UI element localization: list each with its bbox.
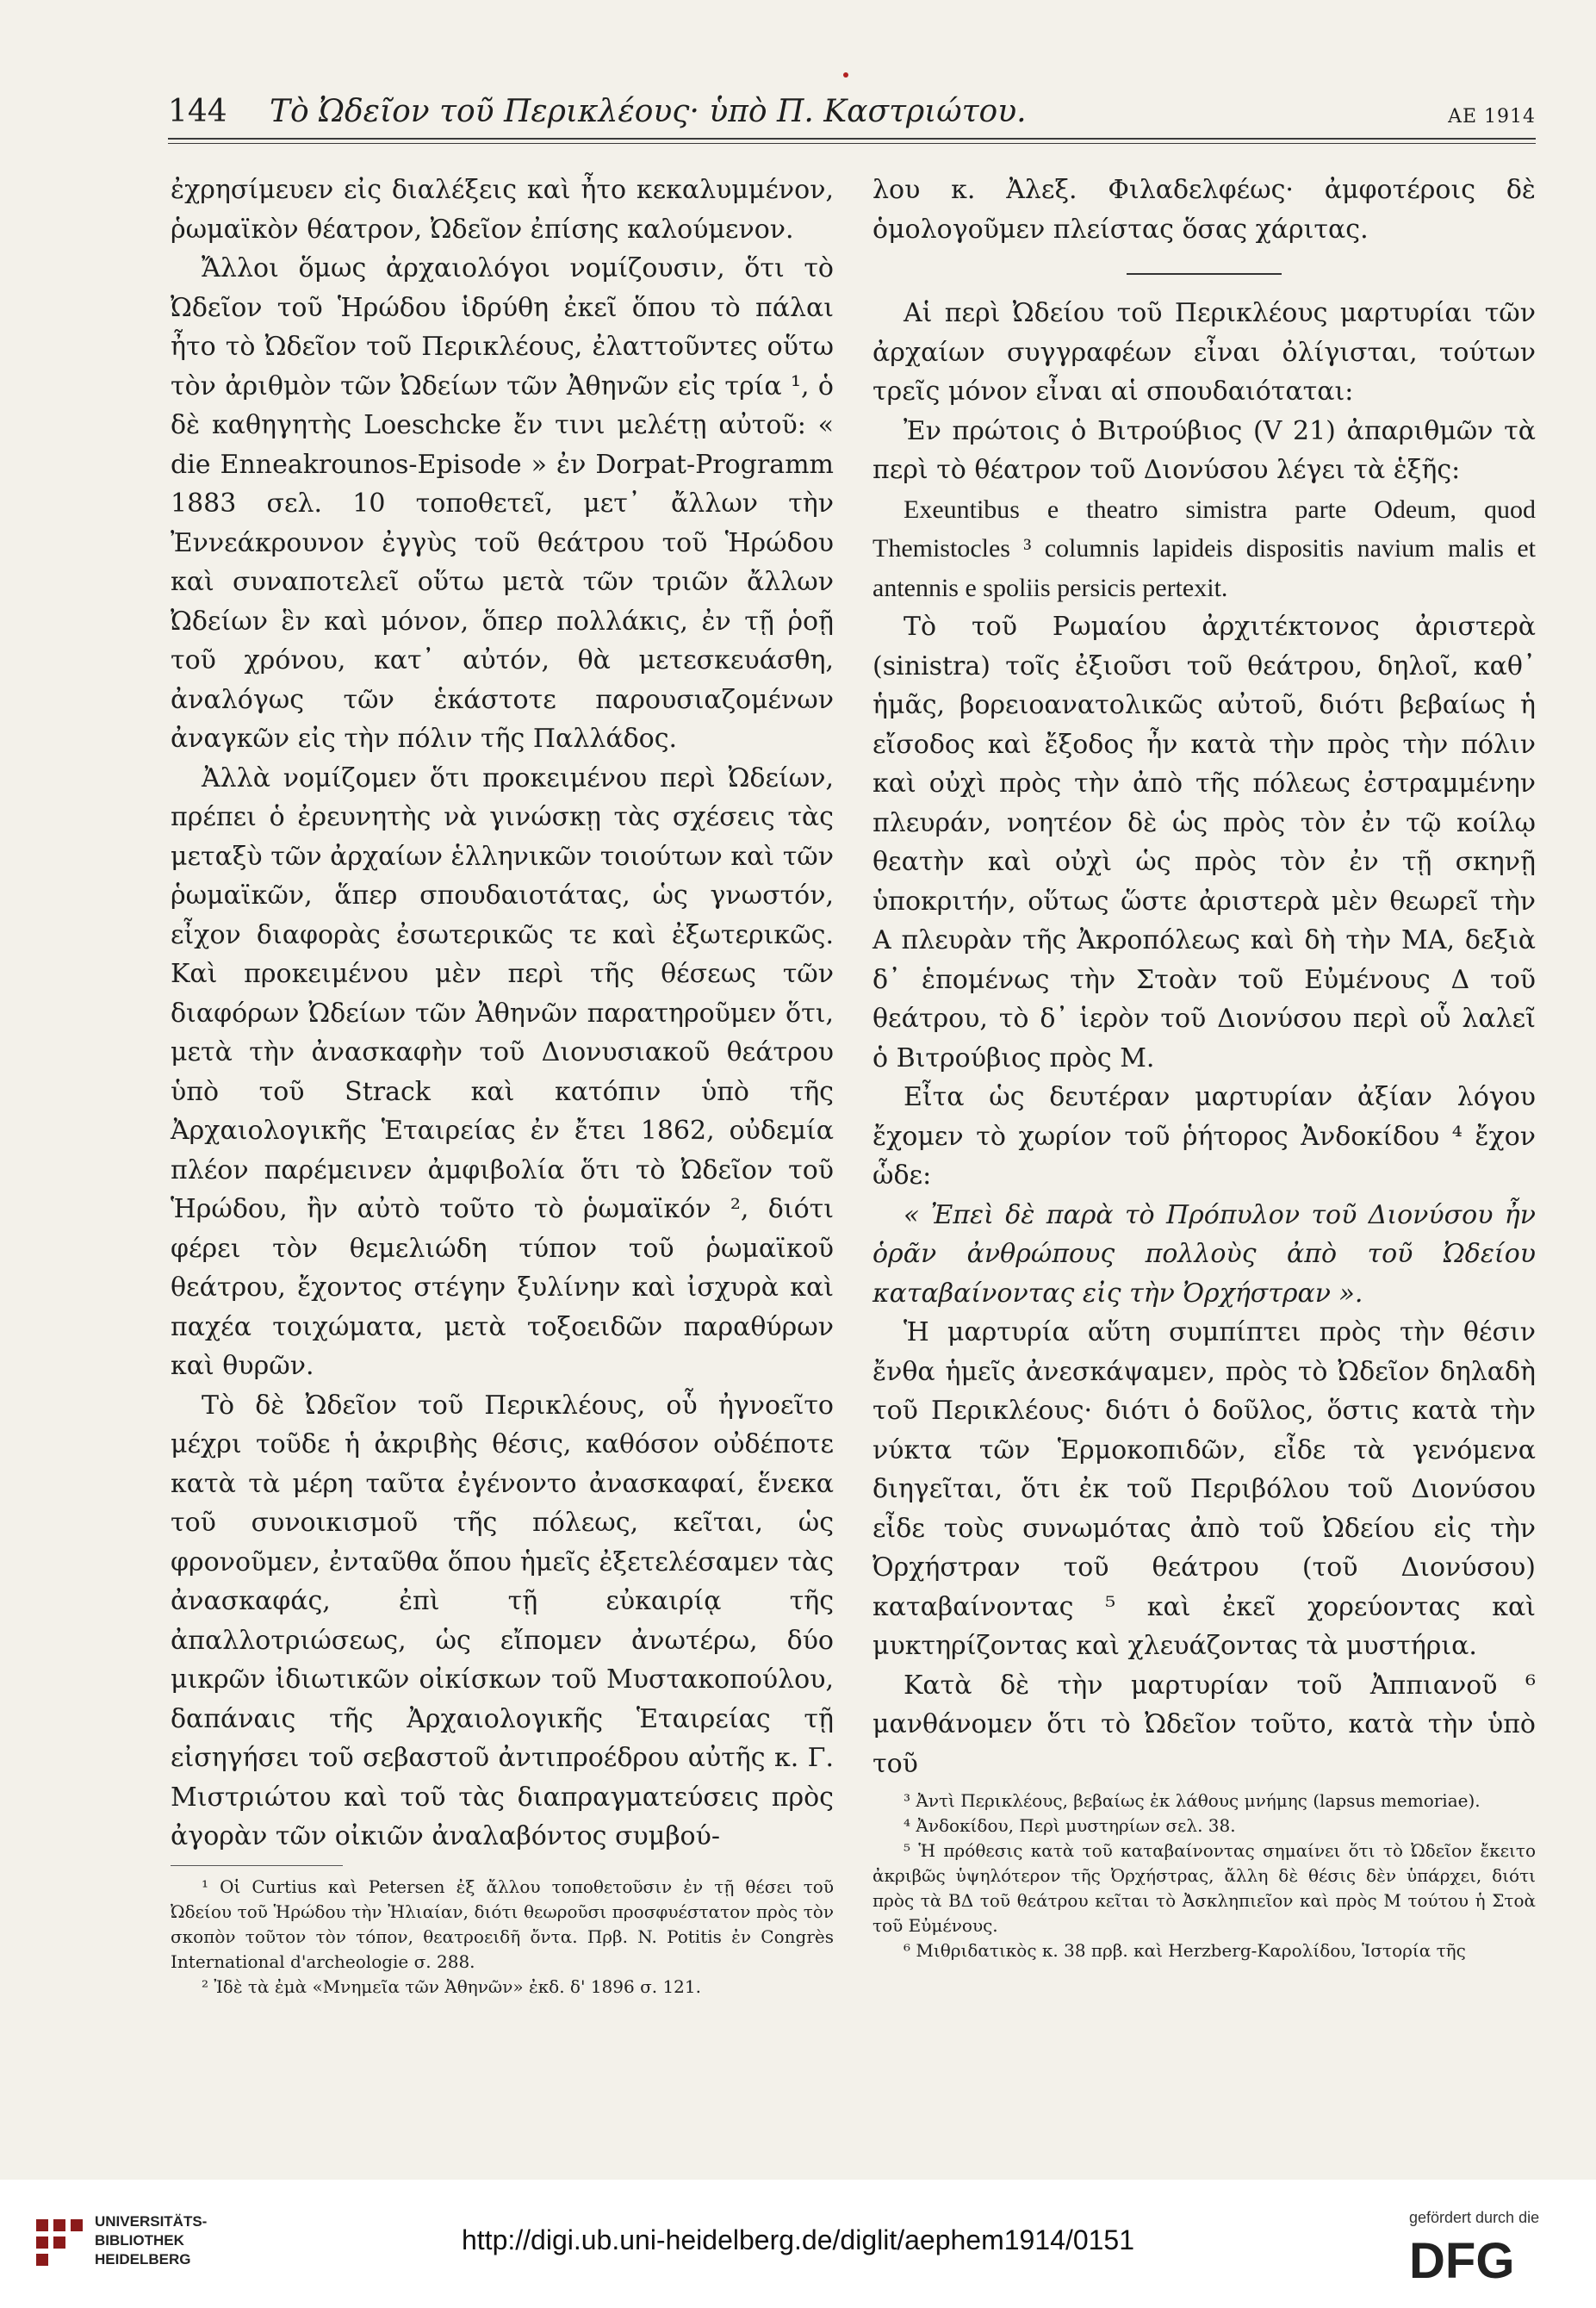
right-paragraph-top: λου κ. Ἀλεξ. Φιλαδελφέως· ἀμφοτέροις δὲ ὁμολογοῦμεν πλείστας ὅσας χάριτας. (873, 175, 1536, 245)
right-paragraph-5: Ἡ μαρτυρία αὕτη συμπίπτει πρὸς τὴν θέσιν ἔνθα ἡμεῖς ἀνεσκάψαμεν, πρὸς τὸ Ὠδεῖον δηλαδὴ τοῦ Περικλέους· διότι ὁ δοῦλος, ὅστις κατὰ τὴν νύκτα τῶν Ἑρμοκοπιδῶν, εἶδε τὰ γενόμενα διηγεῖται, ὅτι ἐκ τοῦ Περιβόλου τοῦ Διονύσου εἶδε τοὺς συνωμότας ἀπὸ τοῦ Ὠδείου εἰς τὴν Ὀρχήστραν τοῦ θεάτρου (τοῦ Διονύσου) καταβαίνοντας ⁵ καὶ ἐκεῖ χορεύοντας καὶ μυκτηρίζοντας καὶ χλευάζοντας τὰ μυστήρια. (873, 1317, 1536, 1661)
red-mark (843, 72, 848, 78)
right-paragraph-4: Εἶτα ὡς δευτέραν μαρτυρίαν ἀξίαν λόγου ἔχομεν τὸ χωρίον τοῦ ῥήτορος Ἀνδοκίδου ⁴ ἔχον ὧδε: (873, 1082, 1536, 1191)
permalink-url[interactable]: http://digi.ub.uni-heidelberg.de/diglit/aephem1914/0151 (461, 2224, 1135, 2255)
dfg-logo-text: DFG (1409, 2235, 1515, 2283)
footnote-1: ¹ Οἱ Curtius καὶ Petersen ἐξ ἄλλου τοποθετοῦσιν ἐν τῇ θέσει τοῦ Ὠδείου τοῦ Ἡρώδου τὴν Ἠλιαίαν, διότι θεωροῦσι προσφυέστατον πρὸς τὸν σκοπὸν τοῦτον τὸν τόπον, θεατροειδῆ ὄντα. Πρβ. N. Potitis ἐν Congrès International d'archeologie σ. 288. (171, 1876, 834, 1972)
library-line-1: UNIVERSITÄTS- (95, 2213, 208, 2230)
left-paragraph-4: Τὸ δὲ Ὠδεῖον τοῦ Περικλέους, οὗ ἠγνοεῖτο μέχρι τοῦδε ἡ ἀκριβὴς θέσις, καθόσον οὐδέποτε κατὰ τὰ μέρη ταῦτα ἐγένοντο ἀνασκαφαί, ἕνεκα τοῦ συνοικισμοῦ τῆς πόλεως, κεῖται, ὡς φρονοῦμεν, ἐνταῦθα ὅπου ἡμεῖς ἐξετελέσαμεν τὰς ἀνασκαφάς, ἐπὶ τῇ εὐκαιρίᾳ τῆς ἀπαλλοτριώσεως, ὡς εἴπομεν ἀνωτέρω, δύο μικρῶν ἰδιωτικῶν οἰκίσκων τοῦ Μυστακοπούλου, δαπάναις τῆς Ἀρχαιολογικῆς Ἑταιρείας τῇ εἰσηγήσει τοῦ σεβαστοῦ ἀντιπροέδρου αὐτῆς κ. Γ. Μιστριώτου καὶ τοῦ τὰς διαπραγματεύσεις πρὸς ἀγορὰν τῶν οἰκιῶν ἀναλαβόντος συμβού- (171, 1390, 834, 1851)
journal-label: ΑΕ 1914 (1448, 106, 1536, 128)
right-paragraph-3: Τὸ τοῦ Ρωμαίου ἀρχιτέκτονος ἀριστερὰ (sinistra) τοῖς ἐξιοῦσι τοῦ θεάτρου, δηλοῖ, καθ᾽ ἡμᾶς, βορειοανατολικῶς αὐτοῦ, διότι βεβαίως ἡ εἴσοδος καὶ ἔξοδος ἦν κατὰ τὴν πρὸς τὴν πόλιν καὶ οὐχὶ πρὸς τὴν ἀπὸ τῆς πόλεως ἐστραμμένην πλευράν, νοητέον δὲ ὡς πρὸς τὸν ἐν τῷ κοίλῳ θεατὴν καὶ οὐχὶ ὡς πρὸς τὸν ἐν τῇ σκηνῇ ὑποκριτήν, οὕτως ὥστε ἀριστερὰ μὲν θεωρεῖ τὴν Α πλευρὰν τῆς Ἀκροπόλεως καὶ δὴ τὴν ΜΑ, δεξιὰ δ᾽ ἑπομένως τὴν Στοὰν τοῦ Εὐμένους Δ τοῦ θεάτρου, τὸ δ᾽ ἱερὸν τοῦ Διονύσου περὶ οὗ λαλεῖ ὁ Βιτρούβιος πρὸς Μ. (873, 612, 1536, 1073)
section-separator (1127, 273, 1282, 275)
right-paragraph-6: Κατὰ δὲ τὴν μαρτυρίαν τοῦ Ἀππιανοῦ ⁶ μανθάνομεν ὅτι τὸ Ὠδεῖον τοῦτο, κατὰ τὴν ὑπὸ τοῦ (873, 1670, 1536, 1779)
running-title: Τὸ Ὠδεῖον τοῦ Περικλέους· ὑπὸ Π. Καστριώτου. (270, 94, 1027, 129)
left-paragraph-3: Ἀλλὰ νομίζομεν ὅτι προκειμένου περὶ Ὠδείων, πρέπει ὁ ἐρευνητὴς νὰ γινώσκῃ τὰς σχέσεις τὰς μεταξὺ τῶν ἀρχαίων ἑλληνικῶν τοιούτων καὶ τῶν ῥωμαϊκῶν, ἅπερ σπουδαιοτάτας, ὡς γνωστόν, εἶχον διαφορὰς ἐσωτερικῶς τε καὶ ἐξωτερικῶς. Καὶ προκειμένου μὲν περὶ τῆς θέσεως τῶν διαφόρων Ὠδείων τῶν Ἀθηνῶν παρατηροῦμεν ὅτι, μετὰ τὴν ἀνασκαφὴν τοῦ Διονυσιακοῦ θεάτρου ὑπὸ τοῦ Strack καὶ κατόπιν ὑπὸ τῆς Ἀρχαιολογικῆς Ἑταιρείας ἐν ἔτει 1862, οὐδεμία πλέον παρέμεινεν ἀμφιβολία ὅτι τὸ Ὠδεῖον τοῦ Ἡρώδου, ἢν αὐτὸ τοῦτο τὸ ῥωμαϊκόν ², διότι φέρει τὸν θεμελιώδη τύπον τοῦ ῥωμαϊκοῦ θεάτρου, ἔχοντος στέγην ξυλίνην καὶ ἰσχυρὰ καὶ παχέα τοιχώματα, μετὰ τοξοειδῶν παραθύρων καὶ θυρῶν. (171, 762, 834, 1381)
running-header (168, 90, 1536, 134)
library-line-2: BIBLIOTHEK (95, 2232, 184, 2249)
footnote-6: ⁶ Μιθριδατικὸς κ. 38 πρβ. καὶ Herzberg-Καρολίδου, Ἱστορία τῆς (904, 1940, 1466, 1961)
right-column (873, 171, 1536, 1963)
right-paragraph-1: Αἱ περὶ Ὠδείου τοῦ Περικλέους μαρτυρίαι τῶν ἀρχαίων συγγραφέων εἶναι ὀλίγισται, τούτων τρεῖς μόνον εἶναι αἱ σπουδαιόταται: (873, 298, 1536, 407)
left-column (171, 171, 834, 2000)
library-line-3: HEIDELBERG (95, 2251, 191, 2268)
left-paragraph-1: ἐχρησίμευεν εἰς διαλέξεις καὶ ἦτο κεκαλυμμένον, ῥωμαϊκὸν θέατρον, Ὠδεῖον ἐπίσης καλούμενον. (171, 175, 834, 245)
header-rule-bottom (168, 143, 1536, 144)
page-number: 144 (168, 94, 227, 129)
footnote-2: ² Ἰδὲ τὰ ἐμὰ «Μνημεῖα τῶν Ἀθηνῶν» ἐκδ. δ' 1896 σ. 121. (202, 1975, 701, 1997)
footnote-rule-left (171, 1865, 343, 1866)
dfg-logo-icon (1409, 2235, 1573, 2283)
left-paragraph-2: Ἄλλοι ὅμως ἀρχαιολόγοι νομίζουσιν, ὅτι τὸ Ὠδεῖον τοῦ Ἡρώδου ἱδρύθη ἐκεῖ ὅπου τὸ πάλαι ἦτο τὸ Ὠδεῖον τοῦ Περικλέους, ἐλαττοῦντες οὕτω τὸν ἀριθμὸν τῶν Ὠδείων τῶν Ἀθηνῶν εἰς τρία ¹, ὁ δὲ καθηγητὴς Loeschcke ἔν τινι μελέτῃ αὐτοῦ: « die Enneakrounos-Episode » ἐν Dorpat-Programm 1883 σελ. 10 τοποθετεῖ, μετ᾽ ἄλλων τὴν Ἐννεάκρουνον ἐγγὺς τοῦ θεάτρου τοῦ Ἡρώδου καὶ συναποτελεῖ οὕτω μετὰ τῶν τριῶν ἄλλων Ὠδείων ἓν καὶ μόνον, ὅπερ πολλάκις, ἐν τῇ ῥοῇ τοῦ χρόνου, κατ᾽ αὐτόν, θὰ μετεσκευάσθη, ἀναλόγως τῶν ἑκάστοτε παρουσιαζομένων ἀναγκῶν εἰς τὴν πόλιν τῆς Παλλάδος. (171, 253, 834, 754)
latin-quote: Exeuntibus e theatro simistra parte Odeum, quod Themistocles ³ columnis lapideis dispositis navium malis et antennis e spoliis persicis pertexit. (873, 495, 1536, 602)
footnote-3: ³ Ἀντὶ Περικλέους, βεβαίως ἐκ λάθους μνήμης (lapsus memoriae). (904, 1790, 1481, 1811)
footnote-5: ⁵ Ἡ πρόθεσις κατὰ τοῦ καταβαίνοντας σημαίνει ὅτι τὸ Ὠδεῖον ἔκειτο ἀκριβῶς ὑψηλότερον τῆς Ὀρχήστρας, ἄλλη δὲ θέσις δὲν ὑπάρχει, διότι πρὸς τὰ ΒΔ τοῦ θεάτρου κεῖται τὸ Ἀσκληπιεῖον καὶ πρὸς Μ τούτου ἡ Στοὰ τοῦ Εὐμένους. (873, 1840, 1536, 1936)
footnote-4: ⁴ Ἀνδοκίδου, Περὶ μυστηρίων σελ. 38. (904, 1815, 1236, 1836)
right-paragraph-2: Ἐν πρώτοις ὁ Βιτρούβιος (V 21) ἀπαριθμῶν τὰ περὶ τὸ θέατρον τοῦ Διονύσου λέγει τὰ ἑξῆς: (873, 415, 1536, 485)
header-rule-top (168, 138, 1536, 140)
andocides-quote: « Ἐπεὶ δὲ παρὰ τὸ Πρόπυλον τοῦ Διονύσου ἦν ὁρᾶν ἀνθρώπους πολλοὺς ἀπὸ τοῦ Ὠδείου καταβαίνοντας εἰς τὴν Ὀρχήστραν ». (873, 1199, 1536, 1309)
funded-by-label: gefördert durch die (1409, 2209, 1540, 2226)
